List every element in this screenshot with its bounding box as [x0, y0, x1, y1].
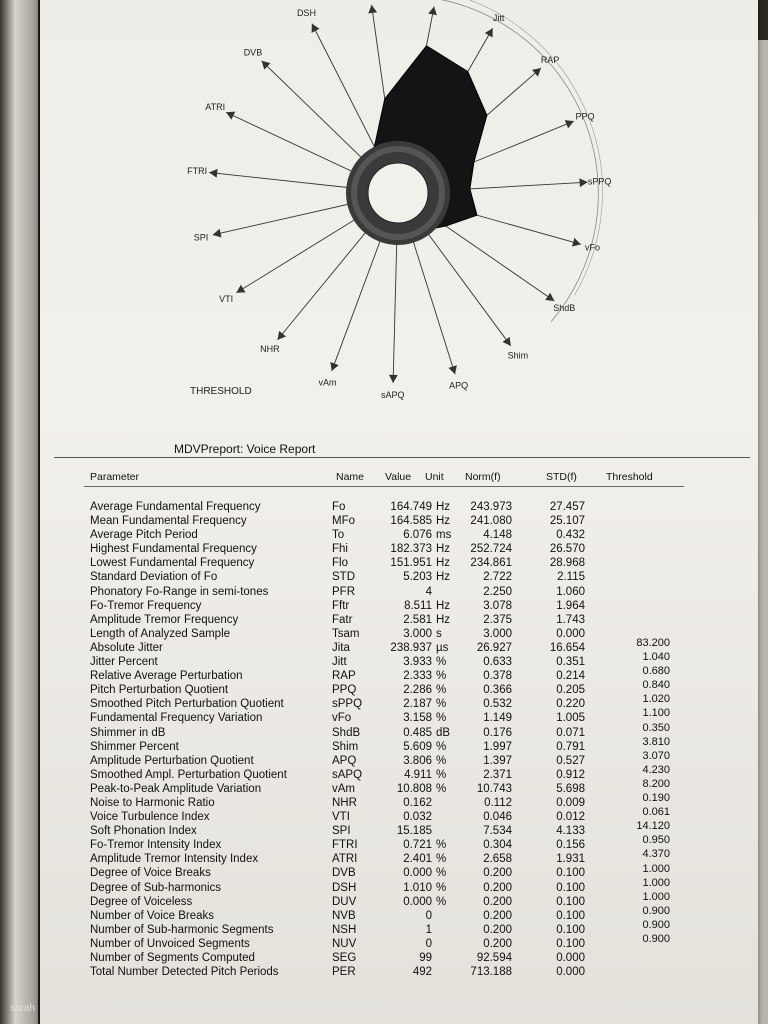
cell-std: 2.115 [557, 571, 585, 584]
threshold-value: 4.370 [642, 848, 670, 861]
cell-param: Degree of Voiceless [90, 895, 193, 908]
cell-std: 0.100 [556, 937, 585, 950]
axis-arrow [213, 229, 222, 238]
axis-arrow [277, 331, 286, 340]
cell-std: 0.000 [556, 952, 585, 964]
cell-value: 492 [412, 966, 432, 979]
cell-norm: 2.658 [483, 853, 512, 866]
cell-value: 0 [425, 909, 432, 922]
cell-name: DSH [332, 881, 357, 894]
threshold-value: 1.040 [642, 651, 670, 664]
table-row [40, 571, 758, 585]
cell-norm: 2.371 [483, 768, 512, 781]
cell-unit: ms [436, 529, 452, 542]
cell-std: 26.570 [549, 543, 585, 556]
cell-value: 2.401 [403, 853, 432, 866]
cell-unit: Hz [436, 543, 451, 556]
cell-value: 151.951 [390, 557, 432, 570]
axis-label: Jitt [492, 12, 505, 23]
axis-arrow [389, 375, 398, 383]
header-value: Value [385, 471, 412, 483]
cell-param: Number of Sub-harmonic Segments [90, 923, 274, 936]
cell-std: 5.698 [556, 782, 585, 795]
axis-label: NHR [260, 344, 280, 355]
threshold-value: 0.350 [642, 721, 670, 734]
cell-name: RAP [332, 670, 356, 683]
table-row [40, 586, 758, 600]
cell-unit: % [436, 712, 447, 725]
cell-name: VTI [332, 811, 350, 824]
table-row [40, 614, 758, 628]
cell-name: PPQ [332, 684, 357, 697]
table-row [40, 529, 758, 543]
cell-param: Jitter Percent [90, 656, 158, 669]
cell-unit: % [436, 698, 447, 711]
cell-param: Amplitude Perturbation Quotient [90, 754, 254, 767]
threshold-value: 1.100 [642, 707, 670, 720]
cell-name: sPPQ [332, 698, 363, 711]
cell-name: sAPQ [332, 768, 363, 781]
cell-name: Flo [332, 557, 348, 570]
threshold-value: 0.840 [642, 679, 670, 692]
cell-std: 0.071 [556, 726, 585, 739]
cell-std: 0.156 [556, 839, 585, 852]
cell-value: 164.585 [390, 515, 432, 528]
center-hole [368, 163, 428, 223]
cell-value: 1.010 [403, 881, 432, 894]
threshold-value: 14.120 [636, 820, 670, 833]
cell-norm: 7.534 [483, 825, 512, 838]
cell-norm: 4.148 [483, 529, 512, 542]
cell-name: Tsam [332, 627, 360, 640]
header-parameter: Parameter [90, 471, 140, 483]
cell-name: STD [332, 571, 355, 584]
table-row [40, 515, 758, 529]
cell-param: Shimmer in dB [90, 726, 166, 739]
cell-norm: 0.378 [483, 670, 512, 683]
cell-param: Relative Average Perturbation [90, 670, 243, 683]
cell-value: 5.609 [403, 740, 432, 753]
cell-norm: 2.375 [483, 613, 512, 626]
axis-label: DSH [296, 7, 316, 18]
cell-param: Average Pitch Period [90, 529, 198, 542]
cell-param: Noise to Harmonic Ratio [90, 796, 215, 809]
cell-norm: 1.397 [483, 754, 512, 767]
cell-std: 1.060 [556, 585, 585, 598]
cell-value: 0 [425, 937, 432, 950]
cell-name: SPI [332, 825, 351, 838]
cell-param: Lowest Fundamental Frequency [90, 557, 255, 570]
cell-param: Number of Voice Breaks [90, 909, 215, 922]
cell-value: 0.032 [403, 811, 432, 824]
threshold-value: 0.680 [642, 665, 670, 678]
threshold-value: 0.900 [642, 918, 670, 931]
cell-value: 99 [419, 952, 432, 964]
cell-param: Standard Deviation of Fo [90, 571, 218, 584]
cell-name: NUV [332, 937, 357, 950]
cell-param: Amplitude Tremor Frequency [90, 613, 239, 626]
cell-norm: 252.724 [470, 543, 512, 556]
cell-norm: 243.973 [470, 501, 512, 513]
cell-name: To [332, 529, 345, 542]
cell-std: 16.654 [549, 641, 585, 654]
cell-param: Absolute Jitter [90, 641, 163, 654]
cell-norm: 2.722 [483, 571, 512, 584]
cell-std: 1.005 [556, 712, 585, 725]
axis-arrow [545, 293, 554, 301]
axis-arrow [532, 68, 541, 77]
title-divider [54, 457, 750, 458]
cell-unit: s [436, 627, 442, 640]
cell-std: 0.012 [556, 811, 585, 824]
cell-unit: % [436, 839, 447, 852]
cell-norm: 26.927 [476, 641, 512, 654]
cell-name: Fo [332, 501, 346, 513]
cell-value: 1 [425, 923, 432, 936]
axis-label: sAPQ [381, 389, 405, 400]
cell-param: Phonatory Fo-Range in semi-tones [90, 585, 269, 598]
cell-param: Fundamental Frequency Variation [90, 712, 263, 725]
cell-unit: µs [436, 641, 449, 654]
cell-value: 3.806 [403, 754, 432, 767]
cell-unit: Hz [436, 571, 451, 584]
cell-unit: % [436, 656, 447, 669]
cell-param: Number of Segments Computed [90, 952, 255, 964]
cell-norm: 92.594 [476, 952, 512, 964]
cell-value: 5.203 [403, 571, 432, 584]
cell-std: 0.912 [556, 768, 585, 781]
cell-param: Peak-to-Peak Amplitude Variation [90, 782, 262, 795]
cell-value: 15.185 [396, 825, 432, 838]
cell-param: Amplitude Tremor Intensity Index [90, 853, 259, 866]
cell-norm: 0.200 [483, 937, 512, 950]
axis-label: vFo [584, 242, 600, 253]
axis-label: ATRI [205, 102, 226, 113]
cell-value: 8.511 [404, 599, 432, 612]
header-threshold: Threshold [606, 471, 653, 483]
threshold-value: 4.230 [642, 763, 670, 776]
cell-value: 3.933 [403, 656, 432, 669]
cell-norm: 0.304 [483, 839, 512, 852]
axis-label: sPPQ [587, 176, 612, 187]
threshold-value: 1.000 [642, 876, 670, 889]
cell-unit: % [436, 670, 447, 683]
axis-arrow [502, 337, 510, 346]
axis-label: FTRI [187, 166, 208, 177]
cell-value: 2.581 [403, 613, 432, 626]
cell-norm: 241.080 [470, 515, 512, 528]
cell-name: ATRI [332, 853, 358, 866]
threshold-value: 1.000 [642, 890, 670, 903]
cell-param: Mean Fundamental Frequency [90, 515, 247, 528]
cell-value: 10.808 [396, 782, 432, 795]
cell-std: 28.968 [549, 557, 585, 570]
axis-label: PPQ [575, 111, 595, 122]
cell-std: 0.791 [556, 740, 585, 753]
cell-name: Jita [332, 641, 350, 654]
cell-std: 1.964 [556, 599, 585, 612]
cell-norm: 10.743 [476, 782, 512, 795]
cell-std: 0.100 [556, 923, 585, 936]
cell-param: Average Fundamental Frequency [90, 501, 261, 513]
cell-name: NSH [332, 923, 357, 936]
threshold-value: 0.900 [642, 932, 670, 945]
table-row [40, 543, 758, 557]
cell-unit: % [436, 754, 447, 767]
cell-value: 0.000 [403, 867, 432, 880]
threshold-value: 8.200 [642, 777, 670, 790]
cell-unit: % [436, 895, 447, 908]
axis-arrow [448, 365, 456, 374]
cell-norm: 0.200 [483, 881, 512, 894]
header-unit: Unit [425, 471, 444, 483]
cell-param: Fo-Tremor Intensity Index [90, 839, 222, 852]
cell-value: 238.937 [390, 641, 432, 654]
cell-value: 0.721 [403, 839, 432, 852]
header-std: STD(f) [546, 471, 577, 483]
cell-param: Length of Analyzed Sample [90, 627, 231, 640]
axis-arrow [579, 178, 587, 187]
cell-unit: Hz [436, 501, 451, 513]
cell-std: 0.351 [556, 656, 585, 669]
cell-name: PER [332, 966, 356, 979]
axis-arrow [428, 6, 437, 15]
cell-norm: 2.250 [483, 585, 512, 598]
cell-norm: 1.997 [483, 740, 512, 753]
cell-value: 3.000 [403, 627, 432, 640]
cell-norm: 0.176 [483, 726, 512, 739]
cell-std: 1.931 [556, 853, 585, 866]
axis-label: DVB [243, 47, 263, 58]
cell-name: PFR [332, 585, 355, 598]
cell-value: 2.333 [403, 670, 432, 683]
cell-param: Degree of Sub-harmonics [90, 881, 222, 894]
cell-name: Jitt [332, 656, 347, 669]
cell-name: Shim [332, 740, 359, 753]
threshold-label: THRESHOLD [190, 386, 252, 397]
cell-name: FTRI [332, 839, 358, 852]
radar-chart [40, 0, 758, 416]
axis-label: Shim [507, 350, 529, 361]
cell-norm: 3.000 [483, 627, 512, 640]
cell-std: 4.133 [556, 825, 585, 838]
threshold-value: 83.200 [636, 637, 670, 649]
cell-name: ShdB [332, 726, 361, 739]
cell-unit: % [436, 867, 447, 880]
owner-name: sarah [10, 1003, 36, 1014]
cell-std: 0.214 [556, 670, 585, 683]
cell-param: Pitch Perturbation Quotient [90, 684, 229, 697]
cell-std: 0.220 [556, 698, 585, 711]
cell-name: DUV [332, 895, 357, 908]
axis-arrow [485, 28, 493, 37]
cell-value: 3.158 [403, 712, 432, 725]
cell-std: 1.743 [556, 613, 585, 626]
axis-label: RAP [540, 55, 560, 66]
cell-unit: % [436, 782, 447, 795]
cell-unit: % [436, 684, 447, 697]
threshold-value: 1.000 [642, 862, 670, 875]
cell-norm: 1.149 [483, 712, 512, 725]
cell-value: 2.187 [403, 698, 432, 711]
cell-param: Smoothed Ampl. Perturbation Quotient [90, 768, 287, 781]
axis-label: APQ [449, 380, 469, 391]
cell-std: 0.432 [556, 529, 585, 542]
cell-norm: 0.633 [483, 656, 512, 669]
cell-std: 0.527 [556, 754, 585, 767]
cell-norm: 234.861 [470, 557, 512, 570]
cell-std: 0.100 [556, 909, 585, 922]
cell-norm: 3.078 [483, 599, 512, 612]
cell-name: MFo [332, 515, 355, 528]
cell-param: Smoothed Pitch Perturbation Quotient [90, 698, 284, 711]
cell-value: 4 [425, 585, 432, 598]
cell-unit: % [436, 740, 447, 753]
cell-param: Total Number Detected Pitch Periods [90, 966, 279, 979]
cell-std: 0.000 [556, 627, 585, 640]
binder-edge [0, 0, 38, 1024]
table-row [40, 600, 758, 614]
cell-param: Number of Unvoiced Segments [90, 937, 250, 950]
threshold-value: 3.070 [642, 749, 670, 762]
cell-norm: 713.188 [470, 966, 512, 979]
threshold-value: 0.900 [642, 904, 670, 917]
cell-param: Fo-Tremor Frequency [90, 599, 202, 612]
cell-unit: % [436, 881, 447, 894]
cell-param: Highest Fundamental Frequency [90, 543, 257, 556]
report-title: MDVPreport: Voice Report [174, 442, 316, 456]
cell-std: 25.107 [549, 515, 585, 528]
cell-param: Degree of Voice Breaks [90, 867, 211, 880]
table-row [40, 557, 758, 571]
axis-arrow [368, 5, 377, 14]
cell-param: Soft Phonation Index [90, 825, 197, 838]
cell-std: 0.100 [556, 895, 585, 908]
threshold-column [600, 637, 670, 947]
cell-name: NHR [332, 796, 357, 809]
cell-param: Voice Turbulence Index [90, 811, 210, 824]
header-divider [84, 486, 684, 487]
cell-value: 6.076 [403, 529, 432, 542]
axis-arrow [236, 285, 245, 293]
cell-name: NVB [332, 909, 356, 922]
table-row [40, 966, 758, 980]
cell-name: vAm [332, 782, 355, 795]
cell-unit: dB [436, 726, 451, 739]
cell-unit: Hz [436, 613, 451, 626]
axis-arrow [209, 169, 217, 178]
cell-value: 4.911 [404, 768, 432, 781]
axis-label: VTI [219, 294, 234, 305]
cell-value: 0.000 [403, 895, 432, 908]
cell-value: 0.485 [403, 726, 432, 739]
cell-unit: Hz [436, 599, 451, 612]
cell-norm: 0.200 [483, 867, 512, 880]
cell-value: 164.749 [390, 501, 432, 513]
cell-unit: % [436, 853, 447, 866]
cell-norm: 0.112 [484, 796, 512, 809]
cell-name: Fhi [332, 543, 348, 556]
cell-norm: 0.200 [483, 909, 512, 922]
axis-label: ShdB [553, 302, 576, 313]
header-norm: Norm(f) [465, 471, 501, 483]
axis-label: SPI [193, 232, 209, 243]
cell-value: 0.162 [403, 796, 432, 809]
cell-std: 0.100 [556, 867, 585, 880]
header-name: Name [336, 471, 365, 483]
axis-arrow [572, 238, 581, 247]
cell-std: 27.457 [549, 501, 585, 513]
threshold-value: 0.190 [642, 792, 670, 805]
threshold-value: 1.020 [642, 693, 670, 706]
table-row [40, 952, 758, 966]
cell-std: 0.205 [556, 684, 585, 697]
cell-name: APQ [332, 754, 357, 767]
cell-param: Shimmer Percent [90, 740, 179, 753]
cell-std: 0.100 [556, 881, 585, 894]
cell-norm: 0.532 [483, 698, 512, 711]
cell-name: Fatr [332, 613, 353, 626]
cell-norm: 0.046 [483, 811, 512, 824]
cell-std: 0.000 [556, 966, 585, 979]
threshold-value: 0.061 [642, 806, 670, 819]
cell-name: vFo [332, 712, 352, 725]
cell-value: 2.286 [403, 684, 432, 697]
cell-norm: 0.366 [483, 684, 512, 697]
cell-name: DVB [332, 867, 356, 880]
cell-unit: Hz [436, 557, 451, 570]
threshold-value: 3.810 [642, 735, 670, 748]
axis-label: vAm [318, 377, 337, 388]
cell-value: 182.373 [390, 543, 432, 556]
table-row [40, 501, 758, 515]
cell-norm: 0.200 [483, 923, 512, 936]
cell-name: SEG [332, 952, 357, 964]
cell-norm: 0.200 [483, 895, 512, 908]
threshold-value: 0.950 [642, 834, 670, 847]
cell-unit: Hz [436, 515, 451, 528]
report-page [40, 0, 758, 1024]
cell-unit: % [436, 768, 447, 781]
cell-name: Fftr [332, 599, 350, 612]
cell-std: 0.009 [556, 796, 585, 809]
